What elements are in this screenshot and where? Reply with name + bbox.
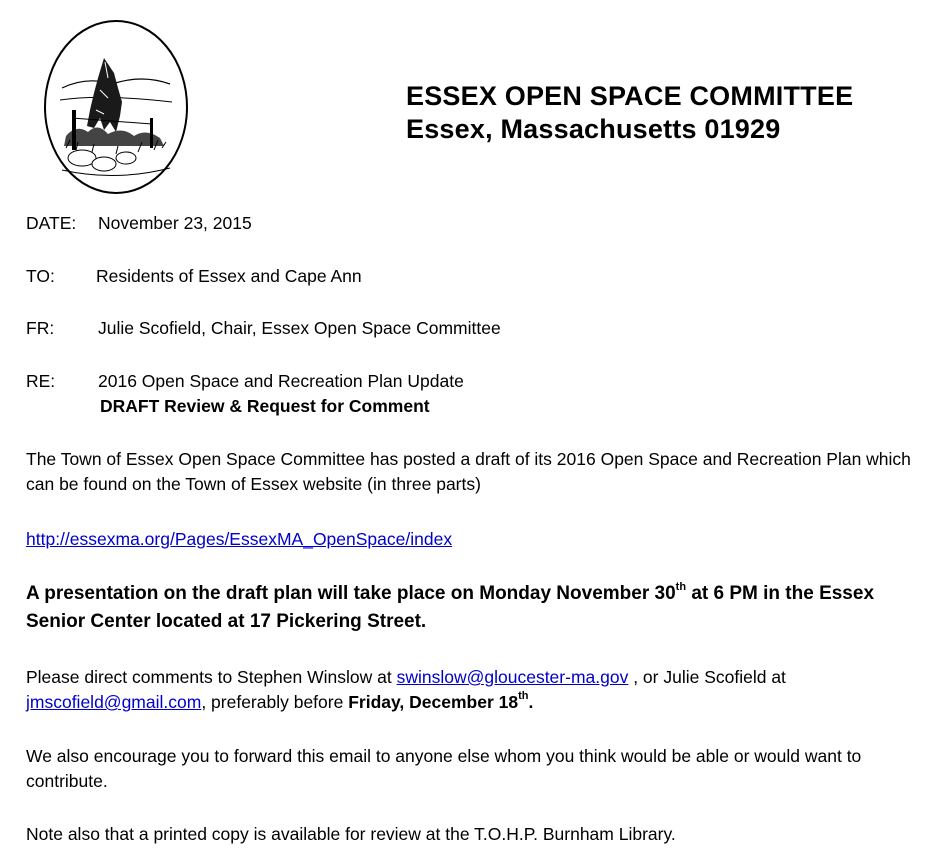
intro-paragraph: The Town of Essex Open Space Committee has posted a draft of its 2016 Open Space and Recreation Plan which can be found on the Town of Essex website (in three parts) — [26, 449, 911, 494]
from-label: FR: — [26, 318, 55, 338]
comments-deadline: Friday, December 18 — [348, 692, 519, 712]
comments-paragraph — [26, 665, 916, 715]
comments-text-2: , or Julie Scofield at — [628, 667, 786, 687]
date-label: DATE: — [26, 213, 77, 233]
to-value: Residents of Essex and Cape Ann — [96, 266, 362, 286]
memo-date-row — [26, 211, 252, 235]
re-value: 2016 Open Space and Recreation Plan Update — [98, 371, 464, 391]
presentation-paragraph — [26, 580, 916, 636]
comments-text-3: , preferably before — [201, 692, 349, 712]
presentation-text-1: A presentation on the draft plan will take place on Monday November 30 — [26, 583, 676, 604]
date-value: November 23, 2015 — [98, 213, 252, 233]
winslow-email-link[interactable]: swinslow@gloucester-ma.gov — [396, 667, 629, 687]
forward-paragraph: We also encourage you to forward this email to anyone else whom you think would be able or would want to contribute. — [26, 746, 862, 791]
comments-text-1: Please direct comments to Stephen Winslow at — [26, 667, 397, 687]
presentation-text-2: at 6 PM in the Essex Senior Center located at 17 Pickering Street. — [26, 583, 875, 632]
from-value: Julie Scofield, Chair, Essex Open Space Committee — [98, 318, 501, 338]
to-label: TO: — [26, 266, 55, 286]
presentation-date-suffix: th — [675, 580, 687, 593]
memo-to-row — [26, 264, 362, 288]
link-paragraph — [26, 527, 916, 552]
scofield-email-link[interactable]: jmscofield@gmail.com — [26, 692, 202, 712]
note-paragraph: Note also that a printed copy is available for review at the T.O.H.P. Burnham Library. — [26, 824, 676, 844]
letterhead-address: Essex, Massachusetts 01929 — [406, 114, 781, 144]
memo-re-row — [26, 369, 464, 393]
open-space-plan-link[interactable]: http://essexma.org/Pages/EssexMA_OpenSpace/index — [26, 529, 453, 549]
re-label: RE: — [26, 371, 56, 391]
deadline-suffix: th — [518, 690, 529, 703]
re-subject-bold: DRAFT Review & Request for Comment — [100, 396, 430, 416]
letterhead-title: ESSEX OPEN SPACE COMMITTEE — [406, 81, 854, 111]
comments-end: . — [528, 692, 534, 712]
committee-logo — [42, 18, 190, 196]
memo-from-row — [26, 316, 501, 340]
letterhead — [406, 80, 853, 146]
